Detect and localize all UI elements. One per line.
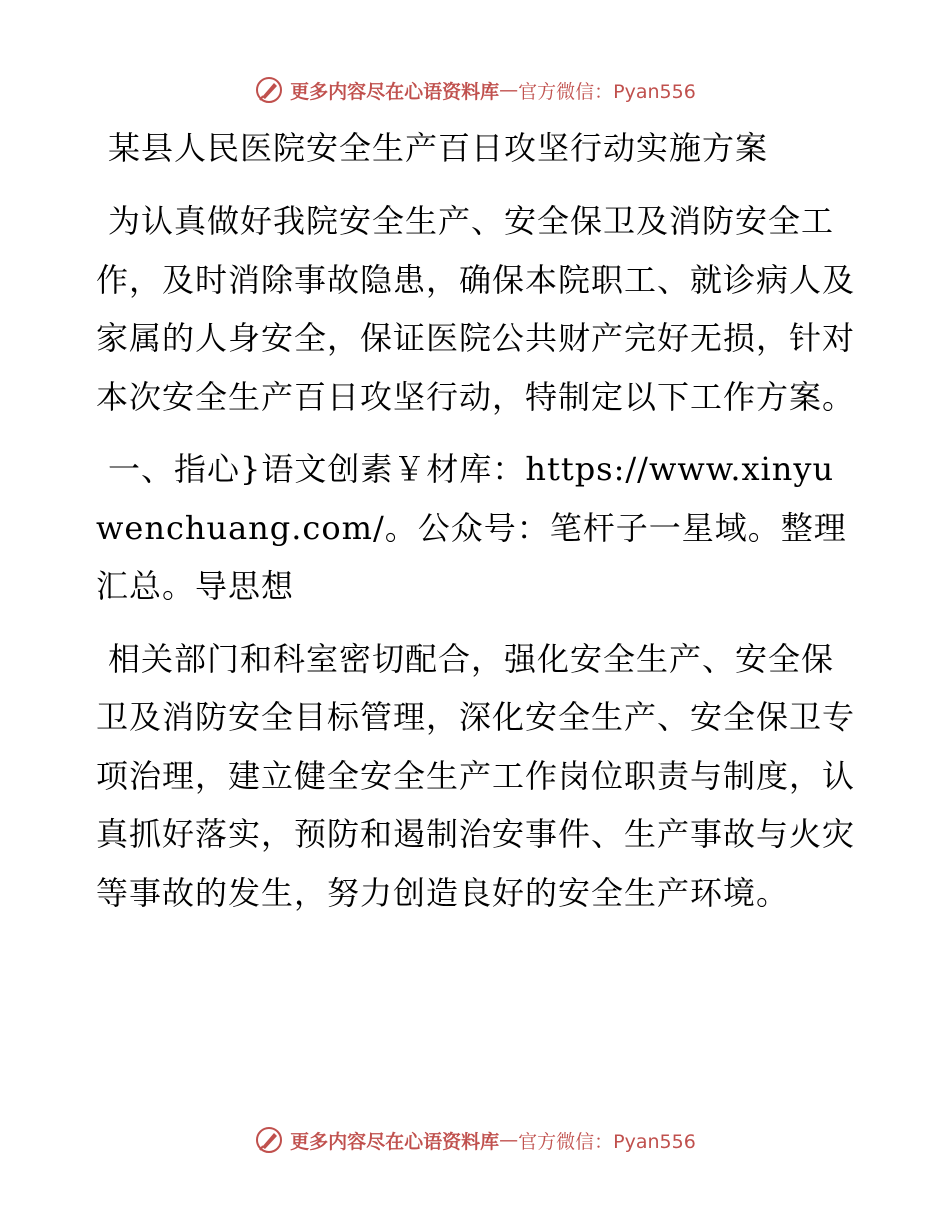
document-body bbox=[96, 118, 856, 922]
document-title: 某县人民医院安全生产百日攻坚行动实施方案 bbox=[108, 129, 769, 167]
footer-wechat-text: 官方微信：Pyan556 bbox=[518, 1130, 696, 1153]
header-separator: — bbox=[499, 79, 519, 101]
section-heading-guiding-thought: 一、指心}语文创素￥材库：https://www.xinyuwenchuang.com/。公众号：笔杆子一星域。整理汇总。导思想 bbox=[96, 450, 847, 605]
quill-logo-icon bbox=[254, 75, 284, 105]
header-banner bbox=[0, 72, 950, 108]
header-wechat-text: 官方微信：Pyan556 bbox=[518, 80, 696, 103]
intro-paragraph: 为认真做好我院安全生产、安全保卫及消防安全工作，及时消除事故隐患，确保本院职工、就诊病人及家属的人身安全，保证医院公共财产完好无损，针对本次安全生产百日攻坚行动，特制定以下工作方案。 bbox=[96, 202, 856, 416]
guiding-thought-paragraph: 相关部门和科室密切配合，强化安全生产、安全保卫及消防安全目标管理，深化安全生产、安全保卫专项治理，建立健全安全生产工作岗位职责与制度，认真抓好落实，预防和遏制治安事件、生产事故与火灾等事故的发生，努力创造良好的安全生产环境。 bbox=[96, 639, 856, 912]
header-brand-text: 更多内容尽在心语资料库 bbox=[290, 80, 500, 103]
footer-separator: — bbox=[499, 1129, 519, 1151]
footer-banner bbox=[0, 1122, 950, 1158]
quill-logo-icon bbox=[254, 1125, 284, 1155]
footer-brand-text: 更多内容尽在心语资料库 bbox=[290, 1130, 500, 1153]
